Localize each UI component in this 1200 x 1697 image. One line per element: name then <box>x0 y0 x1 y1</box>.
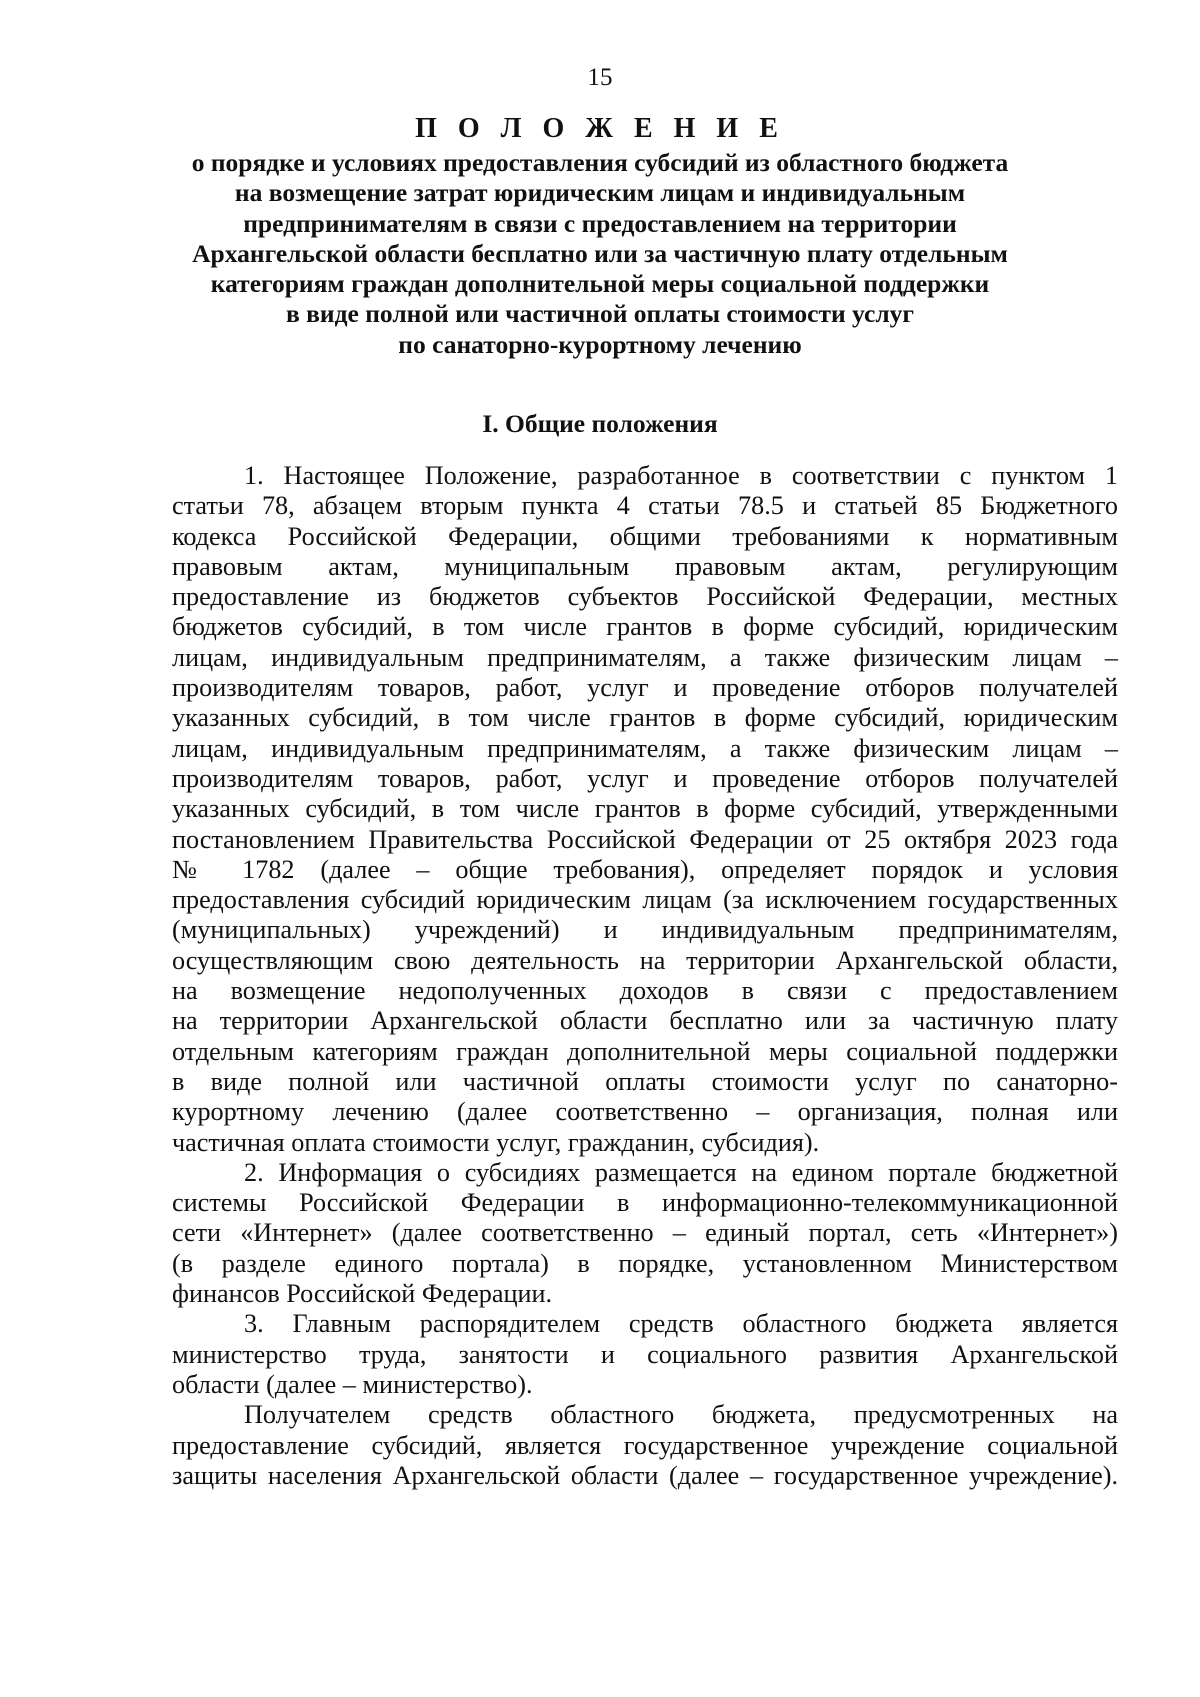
text-line: указанных субсидий, в том числе грантов в форме субсидий, утвержденными <box>172 794 1118 824</box>
text-line: предоставление из бюджетов субъектов Российской Федерации, местных <box>172 582 1118 612</box>
text-line: 1. Настоящее Положение, разработанное в соответствии с пунктом 1 <box>244 461 1118 490</box>
text-line: курортному лечению (далее соответственно – организация, полная или <box>172 1097 1118 1127</box>
text-line: (муниципальных) учреждений) и индивидуальным предпринимателям, <box>172 915 1118 945</box>
text-line: 3. Главным распорядителем средств областного бюджета является <box>244 1309 1118 1339</box>
subtitle-line: предпринимателям в связи с предоставлением на территории <box>243 208 957 238</box>
paragraph-1 <box>172 461 1118 1158</box>
subtitle-line: по санаторно-курортному лечению <box>398 329 802 359</box>
text-line: указанных субсидий, в том числе грантов в форме субсидий, юридическим <box>172 703 1118 733</box>
text-line: Получателем средств областного бюджета, предусмотренных на <box>244 1400 1118 1430</box>
text-line: статьи 78, абзацем вторым пункта 4 статьи 78.5 и статьей 85 Бюджетного <box>172 491 1118 521</box>
text-line: осуществляющим свою деятельность на территории Архангельской области, <box>172 945 1118 975</box>
text-line: постановлением Правительства Российской Федерации от 25 октября 2023 года <box>172 824 1118 854</box>
text-line: лицам, индивидуальным предпринимателям, а также физическим лицам – <box>172 733 1118 763</box>
document-body <box>172 461 1118 1491</box>
section-heading: I. Общие положения <box>482 409 718 438</box>
text-line: 2. Информация о субсидиях размещается на едином портале бюджетной <box>244 1157 1118 1187</box>
text-line: сети «Интернет» (далее соответственно – единый портал, сеть «Интернет») <box>172 1218 1118 1248</box>
text-line: бюджетов субсидий, в том числе грантов в форме субсидий, юридическим <box>172 612 1118 642</box>
subtitle-line: Архангельской области бесплатно или за частичную плату отдельным <box>192 238 1008 268</box>
text-line: (в разделе единого портала) в порядке, установленном Министерством <box>172 1248 1118 1278</box>
text-line: лицам, индивидуальным предпринимателям, а также физическим лицам – <box>172 642 1118 672</box>
text-line: области (далее – министерство). <box>172 1369 533 1399</box>
text-line: производителям товаров, работ, услуг и проведение отборов получателей <box>172 673 1118 703</box>
text-line: производителям товаров, работ, услуг и проведение отборов получателей <box>172 763 1118 793</box>
subtitle-line: категориям граждан дополнительной меры социальной поддержки <box>210 269 990 299</box>
subtitle-line: в виде полной или частичной оплаты стоимости услуг <box>286 299 914 329</box>
text-line: финансов Российской Федерации. <box>172 1279 553 1309</box>
document-title: П О Л О Ж Е Н И Е <box>415 113 785 144</box>
text-line: предоставление субсидий, является государственное учреждение социальной <box>172 1430 1118 1460</box>
page-number: 15 <box>587 64 613 91</box>
text-line: предоставления субсидий юридическим лицам (за исключением государственных <box>172 885 1118 915</box>
text-line: № 1782 (далее – общие требования), определяет порядок и условия <box>172 854 1118 884</box>
text-line: частичная оплата стоимости услуг, гражданин, субсидия). <box>172 1127 820 1157</box>
text-line: на территории Архангельской области бесплатно или за частичную плату <box>172 1006 1118 1036</box>
text-line: отдельным категориям граждан дополнительной меры социальной поддержки <box>172 1036 1118 1066</box>
text-line: кодекса Российской Федерации, общими требованиями к нормативным <box>172 521 1118 551</box>
text-line: в виде полной или частичной оплаты стоимости услуг по санаторно- <box>172 1066 1118 1096</box>
document-subtitle <box>150 148 1050 360</box>
paragraph-3 <box>172 1309 1118 1400</box>
text-line: на возмещение недополученных доходов в связи с предоставлением <box>172 976 1118 1006</box>
subtitle-line: о порядке и условиях предоставления субсидий из областного бюджета <box>191 148 1009 177</box>
subtitle-line: на возмещение затрат юридическим лицам и индивидуальным <box>234 178 966 208</box>
paragraph-2 <box>172 1158 1118 1309</box>
text-line: министерство труда, занятости и социального развития Архангельской <box>172 1339 1118 1369</box>
paragraph-4 <box>172 1400 1118 1491</box>
text-line: защиты населения Архангельской области (далее – государственное учреждение). <box>172 1460 1118 1490</box>
text-line: правовым актам, муниципальным правовым актам, регулирующим <box>172 551 1118 581</box>
text-line: системы Российской Федерации в информационно-телекоммуникационной <box>172 1188 1118 1218</box>
